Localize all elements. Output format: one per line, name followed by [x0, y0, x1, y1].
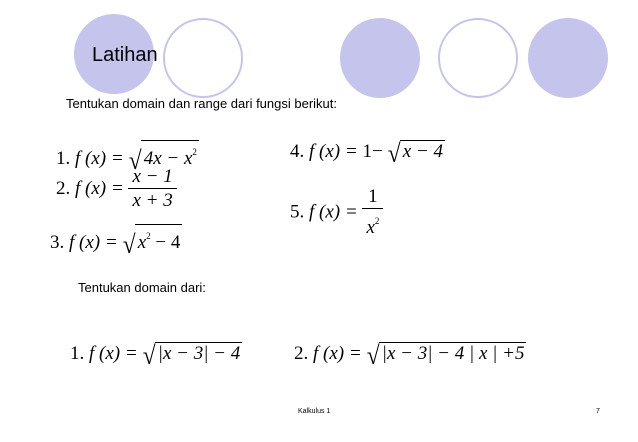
problem-2-lhs: f (x) =	[75, 177, 124, 199]
decor-circle-2	[163, 18, 243, 98]
problem-b2-radicand: |x − 3| − 4 | x | +5	[381, 343, 525, 364]
problem-4-pre: 1−	[362, 141, 383, 162]
problem-5-lhs: f (x) =	[309, 201, 358, 223]
problem-b2-sqrt	[366, 342, 526, 369]
problem-2	[56, 166, 177, 213]
problem-b2-lhs: f (x) =	[313, 343, 362, 364]
problem-2-fraction	[128, 166, 176, 213]
problem-4-sqrt	[387, 140, 445, 167]
problem-2-numerator: x − 1	[132, 166, 173, 187]
problem-5-numerator: 1	[368, 186, 378, 207]
problem-4-lhs: f (x) =	[309, 141, 358, 162]
footer-page-number: 7	[596, 408, 600, 415]
radical-sign-icon: √	[129, 146, 143, 175]
problem-b1	[70, 342, 242, 369]
problem-b1-lhs: f (x) =	[89, 343, 138, 364]
slide-title: Latihan	[92, 44, 158, 66]
problem-3-rest: − 4	[150, 232, 181, 253]
decor-circle-3	[340, 18, 420, 98]
problem-1-lhs: f (x) =	[75, 148, 124, 169]
problem-5-number: 5.	[290, 201, 305, 223]
problem-3	[50, 224, 182, 258]
radical-sign-icon: √	[143, 341, 157, 370]
problem-3-lhs: f (x) =	[69, 232, 118, 253]
problem-1-radicand: 4x − x	[143, 148, 193, 169]
problem-b1-sqrt	[142, 342, 242, 369]
decor-circle-4	[438, 18, 518, 98]
problem-2-denominator: x + 3	[128, 188, 176, 213]
problem-3-exponent: 2	[146, 231, 151, 241]
radical-sign-icon: √	[367, 341, 381, 370]
problem-4	[290, 140, 445, 167]
problem-4-radicand: x − 4	[402, 141, 443, 162]
problem-1-number: 1.	[56, 148, 71, 169]
problem-5-fraction	[362, 186, 383, 240]
problem-3-number: 3.	[50, 232, 65, 253]
problem-3-radicand: x	[137, 232, 147, 253]
problem-5	[290, 186, 383, 240]
radical-sign-icon: √	[123, 230, 137, 259]
problem-b1-number: 1.	[70, 343, 85, 364]
problem-5-denominator: x	[366, 217, 375, 238]
problem-3-sqrt	[122, 224, 182, 258]
problem-1-exponent: 2	[192, 147, 197, 157]
problem-5-exponent: 2	[374, 216, 380, 226]
radical-sign-icon: √	[388, 139, 401, 168]
problem-b1-radicand: |x − 3| − 4	[157, 343, 241, 364]
decor-circle-5	[528, 18, 608, 98]
problem-2-number: 2.	[56, 177, 71, 199]
problem-4-number: 4.	[290, 141, 305, 162]
problem-b2	[294, 342, 526, 369]
instruction-domain: Tentukan domain dari:	[78, 280, 206, 295]
problem-b2-number: 2.	[294, 343, 309, 364]
footer-course: Kalkulus 1	[298, 408, 331, 415]
instruction-domain-range: Tentukan domain dan range dari fungsi berikut:	[66, 96, 338, 111]
